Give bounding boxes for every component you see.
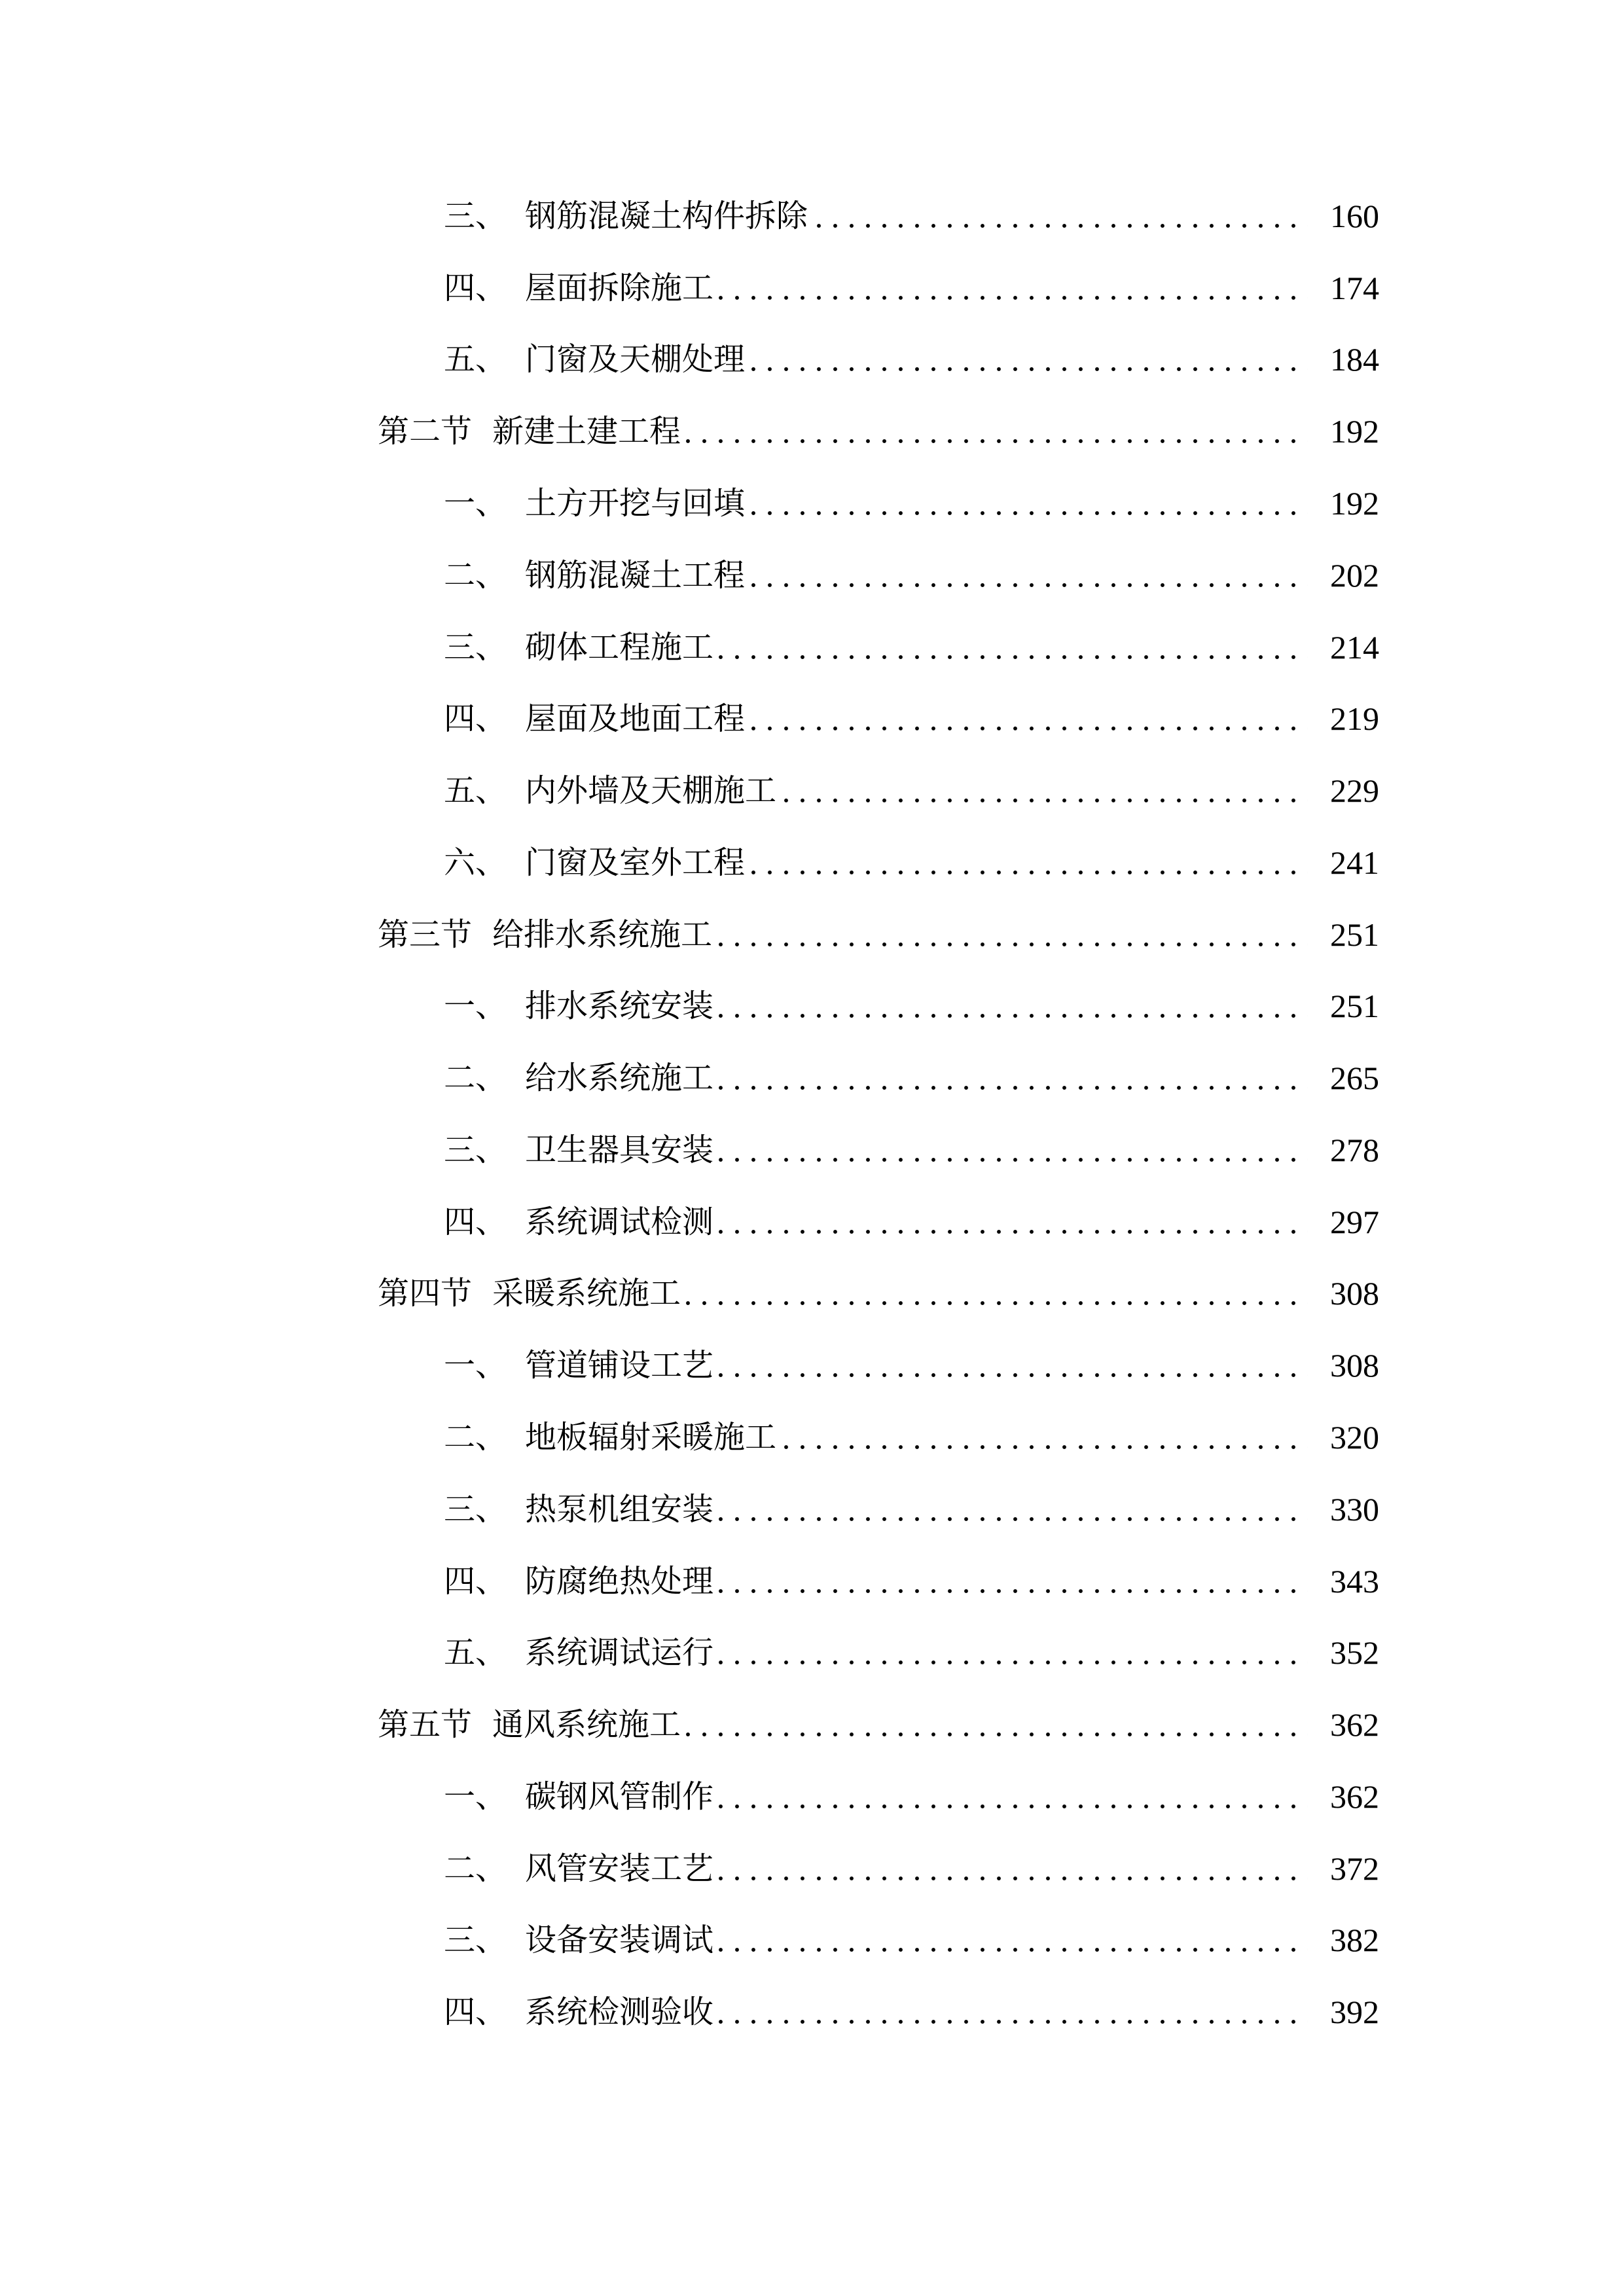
entry-page-number: 192 xyxy=(1330,485,1379,522)
entry-page-number: 265 xyxy=(1330,1060,1379,1096)
entry-title: 门窗及天棚处理 xyxy=(525,341,746,378)
entry-label xyxy=(444,771,776,810)
dot-leader xyxy=(719,1920,1308,1960)
dot-leader xyxy=(686,412,1308,451)
entry-page-number: 382 xyxy=(1330,1922,1379,1958)
toc-entry[interactable] xyxy=(444,1418,1379,1457)
toc-entry[interactable] xyxy=(444,1992,1379,2032)
entry-title: 砌体工程施工 xyxy=(525,629,714,666)
dot-leader xyxy=(686,1274,1308,1313)
section-title: 通风系统施工 xyxy=(492,1706,681,1743)
entry-label xyxy=(378,1705,681,1744)
toc-entry[interactable] xyxy=(444,843,1379,882)
toc-entry[interactable] xyxy=(444,1849,1379,1888)
entry-title: 土方开挖与回填 xyxy=(525,485,746,522)
entry-page-number: 184 xyxy=(1330,341,1379,378)
dot-leader xyxy=(719,1849,1308,1888)
entry-number: 三、 xyxy=(444,629,507,666)
entry-number: 二、 xyxy=(444,1419,507,1456)
entry-page-number: 251 xyxy=(1330,916,1379,953)
entry-title: 系统检测验收 xyxy=(525,1994,714,2030)
section-number: 第三节 xyxy=(378,916,473,953)
dot-leader xyxy=(719,1633,1308,1672)
dot-leader xyxy=(719,1562,1308,1601)
toc-entry[interactable] xyxy=(444,1130,1379,1170)
entry-page-number: 174 xyxy=(1330,270,1379,306)
entry-title: 防腐绝热处理 xyxy=(525,1563,714,1600)
entry-title: 钢筋混凝土工程 xyxy=(525,557,746,594)
entry-number: 二、 xyxy=(444,1060,507,1096)
toc-entry[interactable] xyxy=(444,699,1379,738)
toc-entry[interactable] xyxy=(444,196,1379,236)
entry-page-number: 308 xyxy=(1330,1275,1379,1312)
dot-leader xyxy=(782,771,1308,810)
dot-leader xyxy=(719,1130,1308,1170)
entry-label xyxy=(444,1130,713,1170)
entry-page-number: 372 xyxy=(1330,1850,1379,1887)
toc-entry[interactable] xyxy=(444,771,1379,810)
section-title: 新建土建工程 xyxy=(492,413,681,450)
entry-page-number: 297 xyxy=(1330,1204,1379,1240)
toc-entry[interactable] xyxy=(444,628,1379,667)
entry-label xyxy=(378,412,681,451)
entry-label xyxy=(444,268,713,308)
entry-label xyxy=(444,1992,713,2032)
dot-leader xyxy=(813,196,1308,236)
toc-entry[interactable] xyxy=(444,1202,1379,1242)
entry-title: 给水系统施工 xyxy=(525,1060,714,1096)
entry-title: 卫生器具安装 xyxy=(525,1132,714,1168)
toc-section-entry[interactable] xyxy=(378,1274,1379,1313)
entry-page-number: 352 xyxy=(1330,1634,1379,1671)
entry-page-number: 362 xyxy=(1330,1706,1379,1743)
entry-number: 二、 xyxy=(444,557,507,594)
entry-label xyxy=(378,1274,681,1313)
entry-number: 一、 xyxy=(444,1347,507,1384)
dot-leader xyxy=(719,1058,1308,1098)
toc-entry[interactable] xyxy=(444,986,1379,1026)
entry-label xyxy=(378,915,712,954)
toc-entry[interactable] xyxy=(444,1490,1379,1529)
entry-number: 四、 xyxy=(444,1563,507,1600)
entry-page-number: 362 xyxy=(1330,1778,1379,1815)
entry-label xyxy=(444,1777,713,1816)
entry-page-number: 219 xyxy=(1330,700,1379,737)
dot-leader xyxy=(750,699,1308,738)
dot-leader xyxy=(719,628,1308,667)
toc-section-entry[interactable] xyxy=(378,915,1379,954)
entry-page-number: 251 xyxy=(1330,988,1379,1024)
entry-label xyxy=(444,1202,713,1242)
toc-entry[interactable] xyxy=(444,1633,1379,1672)
entry-number: 三、 xyxy=(444,1491,507,1528)
dot-leader xyxy=(750,484,1308,523)
entry-title: 地板辐射采暖施工 xyxy=(525,1419,777,1456)
entry-label xyxy=(444,1058,713,1098)
section-number: 第二节 xyxy=(378,413,473,450)
entry-number: 五、 xyxy=(444,1634,507,1671)
toc-section-entry[interactable] xyxy=(378,1705,1379,1744)
entry-number: 四、 xyxy=(444,270,507,306)
entry-number: 六、 xyxy=(444,844,507,881)
toc-entry[interactable] xyxy=(444,484,1379,523)
entry-page-number: 202 xyxy=(1330,557,1379,594)
dot-leader xyxy=(717,915,1308,954)
entry-title: 系统调试运行 xyxy=(525,1634,714,1671)
toc-section-entry[interactable] xyxy=(378,412,1379,451)
entry-title: 热泵机组安装 xyxy=(525,1491,714,1528)
entry-page-number: 343 xyxy=(1330,1563,1379,1600)
entry-label xyxy=(444,1920,713,1960)
entry-number: 一、 xyxy=(444,485,507,522)
dot-leader xyxy=(719,1490,1308,1529)
entry-page-number: 241 xyxy=(1330,844,1379,881)
dot-leader xyxy=(750,340,1308,379)
entry-page-number: 330 xyxy=(1330,1491,1379,1528)
entry-label xyxy=(444,1633,713,1672)
entry-label xyxy=(444,699,745,738)
entry-number: 四、 xyxy=(444,700,507,737)
entry-label xyxy=(444,484,745,523)
entry-title: 管道铺设工艺 xyxy=(525,1347,714,1384)
toc-entry[interactable] xyxy=(444,1562,1379,1601)
entry-number: 五、 xyxy=(444,772,507,809)
entry-title: 风管安装工艺 xyxy=(525,1850,714,1887)
toc-entry[interactable] xyxy=(444,1346,1379,1385)
entry-label xyxy=(444,1562,713,1601)
entry-page-number: 320 xyxy=(1330,1419,1379,1456)
entry-label xyxy=(444,1849,713,1888)
dot-leader xyxy=(750,556,1308,595)
toc-entry[interactable] xyxy=(444,1777,1379,1816)
entry-label xyxy=(444,556,745,595)
entry-page-number: 278 xyxy=(1330,1132,1379,1168)
entry-label xyxy=(444,986,713,1026)
section-number: 第五节 xyxy=(378,1706,473,1743)
entry-title: 门窗及室外工程 xyxy=(525,844,746,881)
entry-number: 五、 xyxy=(444,341,507,378)
entry-title: 屋面拆除施工 xyxy=(525,270,714,306)
toc-entry[interactable] xyxy=(444,1920,1379,1960)
toc-entry[interactable] xyxy=(444,340,1379,379)
toc-entry[interactable] xyxy=(444,1058,1379,1098)
entry-title: 内外墙及天棚施工 xyxy=(525,772,777,809)
entry-number: 一、 xyxy=(444,1778,507,1815)
entry-label xyxy=(444,1346,713,1385)
section-number: 第四节 xyxy=(378,1275,473,1312)
entry-page-number: 192 xyxy=(1330,413,1379,450)
entry-page-number: 392 xyxy=(1330,1994,1379,2030)
entry-label xyxy=(444,196,808,236)
dot-leader xyxy=(782,1418,1308,1457)
dot-leader xyxy=(750,843,1308,882)
dot-leader xyxy=(719,1202,1308,1242)
entry-label xyxy=(444,1418,776,1457)
entry-label xyxy=(444,1490,713,1529)
entry-title: 碳钢风管制作 xyxy=(525,1778,714,1815)
entry-title: 排水系统安装 xyxy=(525,988,714,1024)
entry-title: 设备安装调试 xyxy=(525,1922,714,1958)
dot-leader xyxy=(719,1992,1308,2032)
entry-page-number: 229 xyxy=(1330,772,1379,809)
entry-number: 三、 xyxy=(444,1132,507,1168)
toc-entry[interactable] xyxy=(444,556,1379,595)
entry-number: 一、 xyxy=(444,988,507,1024)
entry-number: 四、 xyxy=(444,1204,507,1240)
dot-leader xyxy=(719,268,1308,308)
entry-label xyxy=(444,628,713,667)
entry-number: 二、 xyxy=(444,1850,507,1887)
toc-entry[interactable] xyxy=(444,268,1379,308)
entry-title: 钢筋混凝土构件拆除 xyxy=(525,198,808,234)
entry-page-number: 160 xyxy=(1330,198,1379,234)
entry-number: 四、 xyxy=(444,1994,507,2030)
entry-title: 屋面及地面工程 xyxy=(525,700,746,737)
entry-title: 系统调试检测 xyxy=(525,1204,714,1240)
entry-page-number: 308 xyxy=(1330,1347,1379,1384)
entry-page-number: 214 xyxy=(1330,629,1379,666)
entry-number: 三、 xyxy=(444,198,507,234)
entry-label xyxy=(444,340,745,379)
dot-leader xyxy=(686,1705,1308,1744)
section-title: 采暖系统施工 xyxy=(492,1275,681,1312)
dot-leader xyxy=(719,1346,1308,1385)
entry-number: 三、 xyxy=(444,1922,507,1958)
dot-leader xyxy=(719,1777,1308,1816)
entry-label xyxy=(444,843,745,882)
section-title: 给排水系统施工 xyxy=(492,916,713,953)
dot-leader xyxy=(719,986,1308,1026)
